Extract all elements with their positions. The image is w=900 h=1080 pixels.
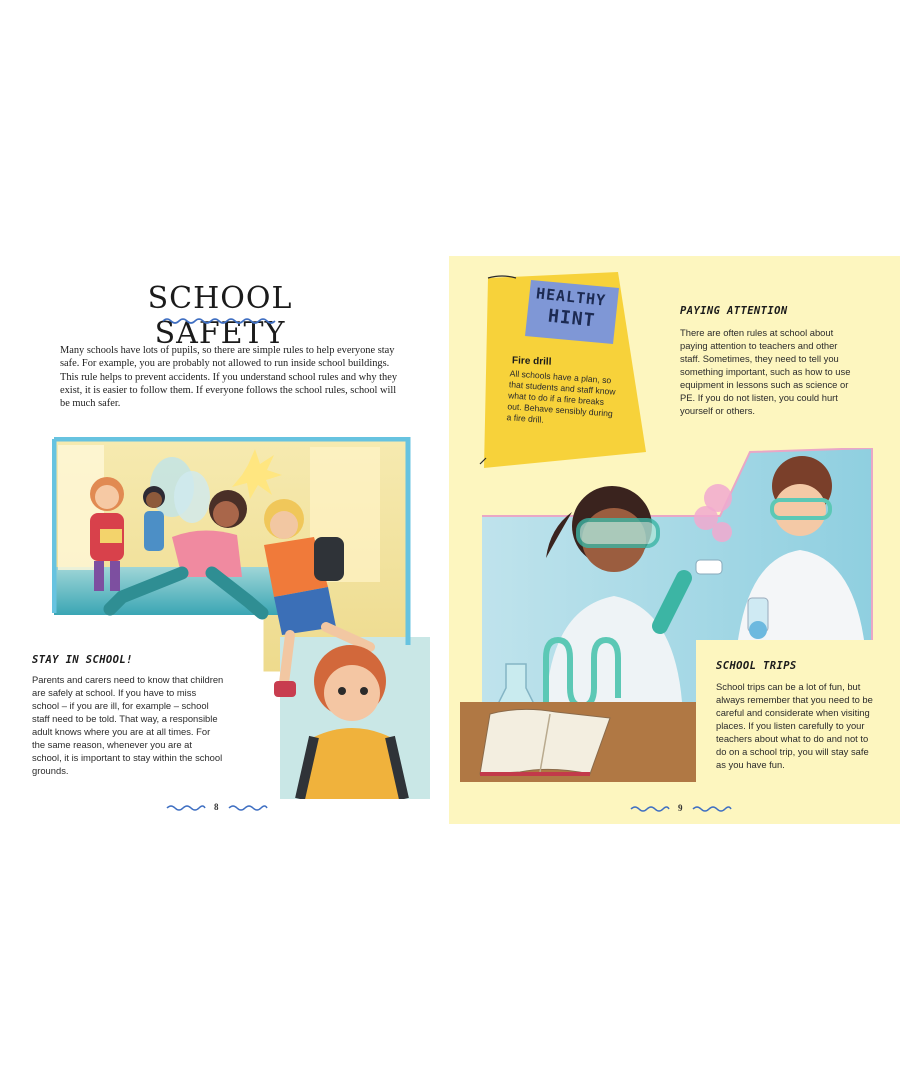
school-trips-body: School trips can be a lot of fun, but always remember that you need to be careful and considerate when visiting places. If you listen carefully to your teachers about what to do and not to do on a school trip, you will stay safe as you have fun. [716, 681, 873, 770]
stay-in-school-heading: STAY IN SCHOOL! [32, 654, 133, 666]
page-number-left: 8 [214, 802, 219, 812]
folio-wave-left-2 [228, 804, 268, 812]
page-number-right: 9 [678, 803, 683, 813]
paying-attention-body: There are often rules at school about paying attention to teachers and other staff. Sometimes, they need to tell you something important, such as how to use equipment in lessons such as science or PE. If you do not listen, you could hurt yourself or others. [680, 327, 851, 416]
school-trips-heading: SCHOOL TRIPS [716, 660, 797, 672]
paying-attention-heading: PAYING ATTENTION [680, 305, 788, 317]
fire-drill-body: All schools have a plan, so that students and staff know what to do if a fire breaks out. Behave sensibly during a fire drill. [506, 368, 616, 425]
intro-paragraph: Many schools have lots of pupils, so there are simple rules to help everyone stay safe. For example, you are probably not allowed to run inside school buildings. This rule helps to prevent accidents. If you understand school rules and why they exist, it is easier to follow them. If everyone follows the school rules, school will be much safer. [60, 345, 398, 410]
folio-wave-right-2 [692, 805, 732, 813]
healthy-hint-badge-line2: HINT [547, 305, 597, 332]
stay-in-school-body: Parents and carers need to know that children are safely at school. If you have to miss school – if you are ill, for example – school staff need to be told. That way, a responsible adult knows where you are at all times. For the same reason, whenever you are at school, it is important to stay within the school grounds. [32, 674, 224, 776]
fire-drill-heading: Fire drill [511, 355, 552, 368]
folio-wave-right [630, 805, 670, 813]
page-title: SCHOOL SAFETY [147, 281, 293, 351]
folio-wave-left [166, 804, 206, 812]
title-underline-wave [162, 316, 280, 326]
healthy-hint-badge-line1: HEALTHY [535, 284, 607, 310]
